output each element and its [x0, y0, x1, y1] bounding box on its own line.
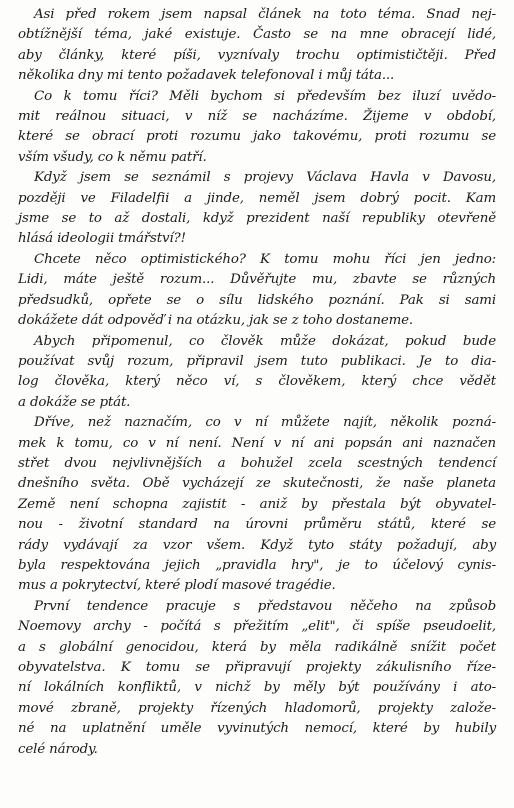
text-line: Noemovy archy - počítá s přežitím „elit", či spíše pseudoelit, [18, 619, 496, 635]
text-line: obyvatelstva. K tomu se připravují projekty zákulisního říze- [18, 660, 496, 675]
text-line: jsme se to až dostali, když prezident naší republiky otevřeně [18, 211, 496, 227]
text-line: předsudků, opřete se o sílu lidského poznání. Pak si sami [18, 292, 496, 308]
paragraph-6 [18, 413, 496, 597]
text-line: které se obrací proti rozumu jako takovému, proti rozumu se [18, 129, 496, 145]
text-line: několika dny mi tento požadavek telefonoval i můj táta... [18, 68, 395, 84]
text-line: ní lokálních konfliktů, v nichž by měly být používány i ato- [18, 680, 496, 696]
text-line: Co k tomu říci? Měli bychom si především bez iluzí uvědo- [34, 88, 496, 104]
paragraph-5 [18, 332, 496, 414]
text-line: a s globální genocidou, která by měla radikálně snížit počet [18, 639, 496, 655]
text-line: celé národy. [18, 741, 98, 757]
paragraph-3 [18, 168, 496, 250]
text-line: mit reálnou situaci, v níž se nacházíme. Žijeme v období, [18, 109, 496, 125]
paragraph-1 [18, 5, 496, 87]
text-line: dnešního světa. Obě vycházejí ze skutečnosti, že naše planeta [18, 476, 496, 492]
text-line: hlásá ideologii tmářství?! [18, 231, 186, 247]
paragraph-2 [18, 87, 496, 169]
text-line: aby články, které píši, vyznívaly trochu optimističtěji. Před [18, 47, 496, 63]
text-line: Lidi, máte ještě rozum... Důvěřujte mu, zbavte se různých [18, 272, 496, 288]
text-line: Asi před rokem jsem napsal článek na toto téma. Snad nej- [34, 7, 496, 22]
text-line: střet dvou nejvlivnějších a bohužel zcela scestných tendencí [18, 455, 496, 471]
text-line: První tendence pracuje s představou něčeho na způsob [34, 598, 496, 614]
text-line: mek k tomu, co v ní není. Není v ní ani popsán ani naznačen [18, 435, 496, 451]
text-line: mus a pokrytectví, které plodí masové tragédie. [18, 578, 336, 594]
text-line: a dokáže se ptát. [18, 394, 131, 410]
text-line: mové zbraně, projekty řízených hladomorů, projekty založe- [18, 700, 496, 716]
text-line: Chcete něco optimistického? K tomu mohu říci jen jedno: [34, 251, 496, 267]
paragraph-7 [18, 597, 496, 760]
text-line: Když jsem se seznámil s projevy Václava Havla v Davosu, [34, 170, 496, 186]
text-line: nou - životní standard na úrovni průměru států, které se [18, 517, 496, 533]
text-line: Dříve, než naznačím, co v ní můžete najít, několik pozná- [34, 415, 496, 431]
text-line: log člověka, který něco ví, s člověkem, který chce vědět [18, 374, 496, 390]
text-line: né na uplatnění uměle vyvinutých nemocí, které by hubily [18, 721, 496, 737]
text-line: používat svůj rozum, připravil jsem tuto publikaci. Je to dia- [18, 353, 496, 369]
text-line: obtížnější téma, jaké existuje. Často se na mne obracejí lidé, [18, 27, 496, 43]
text-line: Země není schopna zajistit - aniž by přestala být obyvatel- [18, 496, 496, 512]
text-line: později ve Filadelfii a jinde, neměl jsem dobrý pocit. Kam [18, 190, 496, 206]
text-line: dokážete dát odpověď i na otázku, jak se z toho dostaneme. [18, 313, 414, 329]
text-line: Abych připomenul, co člověk může dokázat, pokud bude [34, 333, 496, 349]
text-line: vším všudy, co k němu patří. [18, 149, 207, 165]
paragraph-4 [18, 250, 496, 332]
text-line: rády vydávají za vzor všem. Když tyto státy požadují, aby [18, 537, 496, 553]
text-line: byla respektována jejich „pravidla hry", je to účelový cynis- [18, 557, 496, 573]
